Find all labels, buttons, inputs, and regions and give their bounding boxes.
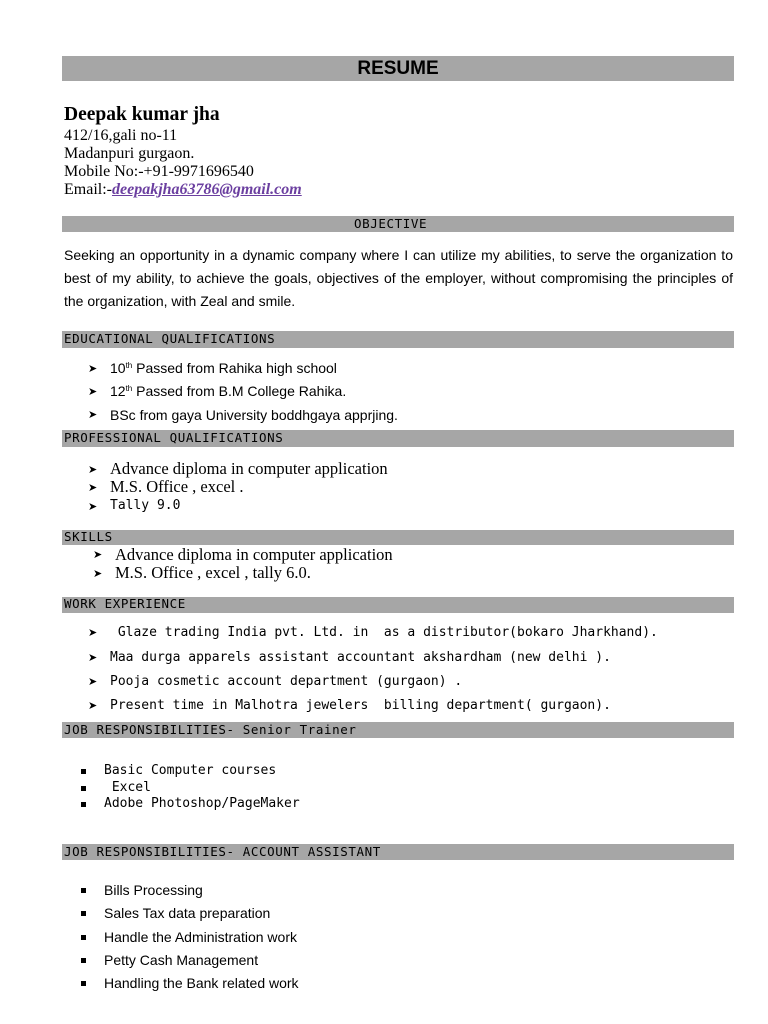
arrow-bullet-icon: ➤ <box>93 548 103 561</box>
arrow-bullet-icon: ➤ <box>88 385 98 398</box>
account-heading: JOB RESPONSIBILITIES- ACCOUNT ASSISTANT <box>64 844 381 859</box>
work-item: Present time in Malhotra jewelers billing department( gurgaon). <box>110 698 611 713</box>
arrow-bullet-icon: ➤ <box>88 500 98 513</box>
account-item: Bills Processing <box>104 882 203 898</box>
skills-item: Advance diploma in computer application <box>115 545 393 564</box>
skills-heading-bar <box>62 530 734 545</box>
arrow-bullet-icon: ➤ <box>88 362 98 375</box>
objective-heading: OBJECTIVE <box>354 216 428 231</box>
arrow-bullet-icon: ➤ <box>88 408 98 421</box>
objective-text: Seeking an opportunity in a dynamic company where I can utilize my abilities, to serve the organization to best of my ability, to achieve the goals, objectives of the employer, without compromising the principles of the organization, with Zeal and smile. <box>64 247 733 309</box>
education-heading: EDUCATIONAL QUALIFICATIONS <box>64 331 276 346</box>
arrow-bullet-icon: ➤ <box>88 675 98 688</box>
skills-item: M.S. Office , excel , tally 6.0. <box>115 563 311 582</box>
arrow-bullet-icon: ➤ <box>88 463 98 476</box>
work-item: Glaze trading India pvt. Ltd. in as a distributor(bokaro Jharkhand). <box>110 625 658 640</box>
arrow-bullet-icon: ➤ <box>88 651 98 664</box>
education-item: 12th Passed from B.M College Rahika. <box>110 383 347 399</box>
square-bullet-icon <box>81 786 86 791</box>
trainer-item: Excel <box>104 780 151 795</box>
square-bullet-icon <box>81 769 86 774</box>
account-item: Handle the Administration work <box>104 929 297 945</box>
work-heading: WORK EXPERIENCE <box>64 596 186 611</box>
account-item: Handling the Bank related work <box>104 975 299 991</box>
education-item: 10th Passed from Rahika high school <box>110 360 337 376</box>
trainer-item: Adobe Photoshop/PageMaker <box>104 796 300 811</box>
work-item: Pooja cosmetic account department (gurgaon) . <box>110 674 463 689</box>
email-label: Email:- <box>64 181 112 198</box>
address-line-1: 412/16,gali no-11 <box>64 127 178 144</box>
square-bullet-icon <box>81 958 86 963</box>
square-bullet-icon <box>81 911 86 916</box>
arrow-bullet-icon: ➤ <box>88 481 98 494</box>
candidate-name: Deepak kumar jha <box>64 104 220 125</box>
professional-heading: PROFESSIONAL QUALIFICATIONS <box>64 430 284 445</box>
trainer-item: Basic Computer courses <box>104 763 277 778</box>
arrow-bullet-icon: ➤ <box>88 626 98 639</box>
email-line <box>64 181 302 199</box>
square-bullet-icon <box>81 802 86 807</box>
square-bullet-icon <box>81 888 86 893</box>
skills-heading: SKILLS <box>64 529 113 544</box>
email-link[interactable]: deepakjha63786@gmail.com <box>111 181 302 198</box>
address-line-2: Madanpuri gurgaon. <box>64 145 195 162</box>
account-item: Sales Tax data preparation <box>104 905 271 921</box>
mobile-number: Mobile No:-+91-9971696540 <box>64 163 254 180</box>
professional-item: Tally 9.0 <box>110 498 181 513</box>
education-item: BSc from gaya University boddhgaya apprjing. <box>110 407 398 423</box>
square-bullet-icon <box>81 981 86 986</box>
arrow-bullet-icon: ➤ <box>88 699 98 712</box>
square-bullet-icon <box>81 935 86 940</box>
professional-item: Advance diploma in computer application <box>110 459 388 478</box>
trainer-heading: JOB RESPONSIBILITIES- Senior Trainer <box>64 722 357 737</box>
professional-item: M.S. Office , excel . <box>110 477 244 496</box>
work-item: Maa durga apparels assistant accountant akshardham (new delhi ). <box>110 650 611 665</box>
resume-title: RESUME <box>357 58 439 79</box>
arrow-bullet-icon: ➤ <box>93 567 103 580</box>
account-item: Petty Cash Management <box>104 952 259 968</box>
